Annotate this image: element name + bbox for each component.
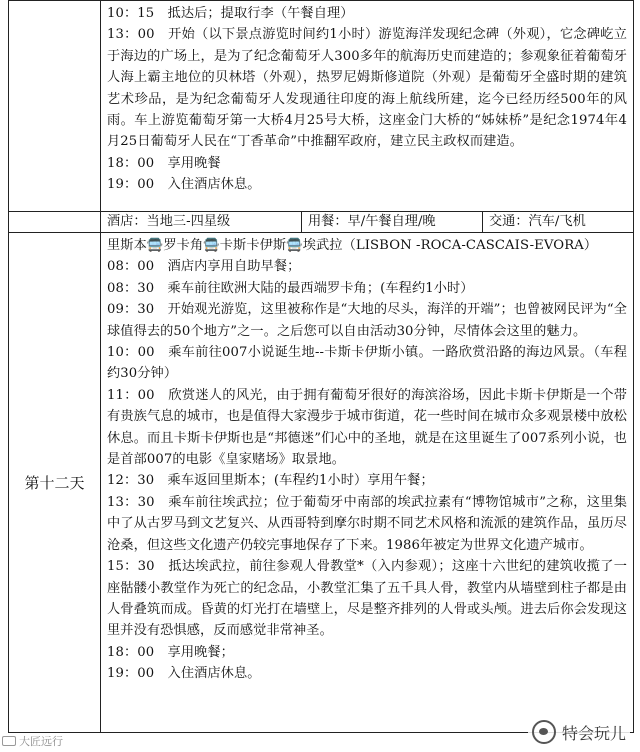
day11-content-cell: [101, 1, 634, 212]
watermark-left: [2, 733, 63, 749]
wechat-logo-icon: [532, 720, 556, 744]
itinerary-table: [8, 0, 634, 733]
transport-info: 交通：汽车/飞机: [489, 214, 586, 229]
day12-line: 里斯本🚍罗卡角🚍卡斯卡伊斯🚍埃武拉（LISBON -ROCA-CASCAIS-EVORA）: [107, 238, 598, 253]
day12-content-cell: [101, 233, 634, 733]
day11-line: 13：00 开始（以下景点游览时间约1小时）游览海洋发现纪念碑（外观），它念碑屹立于海边的广场上，是为了纪念葡萄牙人300多年的航海历史而建造的；参观象征着葡萄牙人海上霸主地位的贝林塔（外观），热罗尼姆斯修道院（外观）是葡萄牙全盛时期的建筑艺术珍品，是为纪念葡萄牙人发现通往印度的海上航线所建，迄今已经历经500年的风雨。车上游览葡萄牙第一大桥4月25号大桥，这座金门大桥的“姊妹桥”是纪念1974年4月25日葡萄牙人民在“丁香革命”中推翻军政府，建立民主政权而建造。: [107, 27, 627, 150]
day11-info-row: [9, 212, 634, 233]
day11-line: 18：00 享用晚餐: [107, 155, 221, 171]
day12-line: 08：00 酒店内享用自助早餐；: [107, 259, 301, 275]
watermark-left-text: 大匠远行: [19, 735, 63, 748]
camera-icon: [2, 736, 16, 746]
day12-line: 11：00 欣赏迷人的风光，由于拥有葡萄牙很好的海滨浴场，因此卡斯卡伊斯是一个带有贵族气息的城市，也是值得大家漫步于城市街道，花一些时间在城市众多观景楼中放松休息。而且卡斯卡伊斯也是“邦德迷”们心中的圣地，就是在这里诞生了007系列小说，也是首部007的电影《皇家赌场》取景地。: [107, 387, 627, 468]
day11-line: 10：15 抵达后；提取行李（午餐自理）: [107, 6, 354, 21]
meals-info: 用餐：早/午餐自理/晚: [302, 212, 483, 232]
hotel-info: 酒店：当地三-四星级: [101, 212, 302, 232]
day12-line: 18：00 享用晚餐；: [107, 644, 234, 660]
watermark-right-text: 特会玩儿: [561, 723, 626, 743]
day12-line: 15：30 抵达埃武拉，前往参观人骨教堂*（入内参观）；这座十六世纪的建筑收揽了一座骷髅小教堂作为死亡的纪念品，小教堂汇集了五千具人骨，教堂内从墙壁到柱子都是由人骨叠筑而成。昏黄的灯光打在墙壁上，尽是整齐排列的人骨或头颅。进去后你会发现这里并没有恐惧感，反而感觉非常神圣。: [107, 559, 627, 639]
day12-line: 19：00 入住酒店休息。: [107, 666, 261, 682]
watermark-right: [528, 718, 630, 746]
day11-line: 19：00 入住酒店休息。: [107, 177, 261, 193]
day12-row: [9, 233, 634, 733]
day12-label: 第十二天: [9, 233, 101, 733]
day11-row: [9, 1, 634, 212]
day12-line: 13：30 乘车前往埃武拉；位于葡萄牙中南部的埃武拉素有“博物馆城市”之称，这里集中了从古罗马到文艺复兴、从西哥特到摩尔时期不同艺术风格和流派的建筑作品，虽历尽沧桑，但这些文化遗产仍较完事地保存了下来。1986年被定为世界文化遗产城市。: [107, 494, 627, 553]
day12-line: 08：30 乘车前往欧洲大陆的最西端罗卡角；(车程约1小时）: [107, 280, 474, 296]
day12-line: 10：00 乘车前往007小说诞生地--卡斯卡伊斯小镇。一路欣赏沿路的海边风景。（车程约30分钟）: [107, 345, 627, 382]
day12-line: 12：30 乘车返回里斯本；(车程约1小时）享用午餐；: [107, 473, 434, 489]
day11-label-cell: [9, 1, 101, 212]
day12-line: 09：30 开始观光游览，这里被称作是“大地的尽头，海洋的开端”；也曾被网民评为“全球值得去的50个地方”之一。之后您可以自由活动30分钟，尽情体会这里的魅力。: [107, 302, 627, 339]
